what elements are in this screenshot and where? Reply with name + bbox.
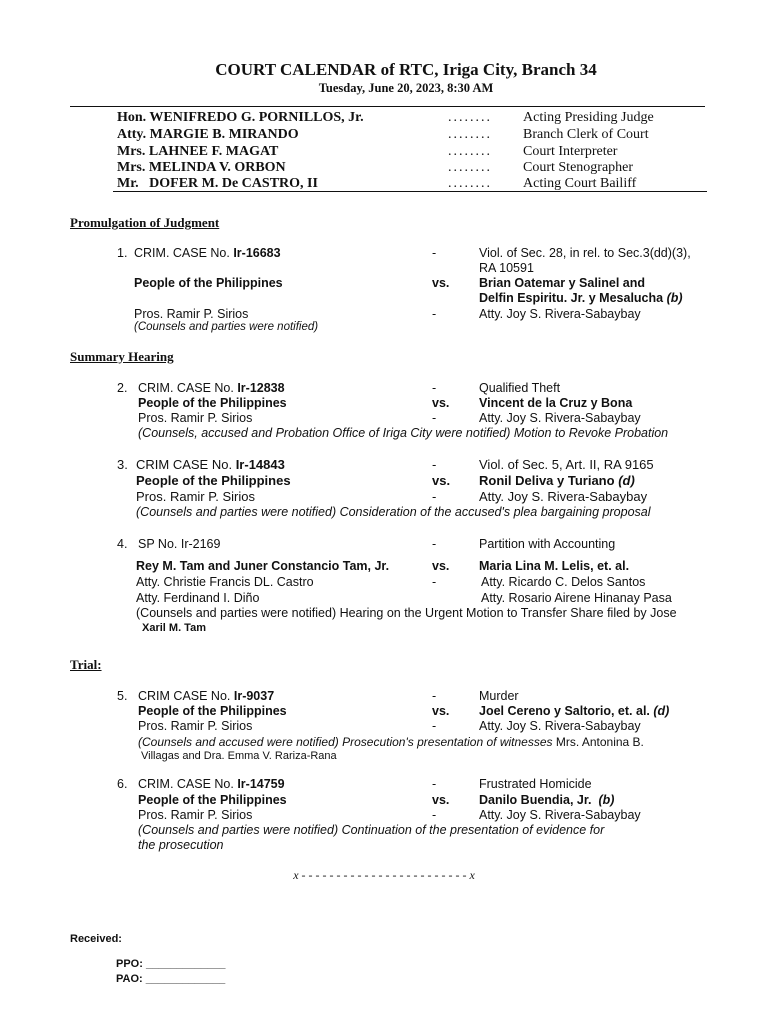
- case-docket: Ir-14843: [235, 457, 285, 472]
- versus: vs.: [432, 793, 450, 807]
- personnel-leader-dots: ........: [448, 127, 492, 142]
- case-prefix: CRIM. CASE No.: [138, 381, 238, 395]
- dash: -: [432, 246, 437, 260]
- case-offense: Qualified Theft: [479, 381, 561, 395]
- personnel-role: Branch Clerk of Court: [523, 127, 649, 142]
- personnel-leader-dots: ........: [448, 176, 492, 191]
- case-number: 2.: [117, 381, 128, 395]
- case-offense: Viol. of Sec. 28, in rel. to Sec.3(dd)(3),: [479, 246, 691, 260]
- plaintiff-counsel: Atty. Ferdinand I. Diño: [136, 591, 260, 605]
- personnel-rule: [113, 191, 707, 192]
- case-prefix: CRIM CASE No.: [136, 457, 236, 472]
- case-note-witnesses: Mrs. Antonina B.: [552, 735, 644, 749]
- page-title: COURT CALENDAR of RTC, Iriga City, Branch 34: [215, 60, 597, 79]
- case-docket: Ir-16683: [233, 246, 281, 260]
- personnel-leader-dots: ........: [448, 144, 492, 159]
- case-offense: Frustrated Homicide: [479, 777, 592, 791]
- case-offense-cont: RA 10591: [479, 261, 534, 275]
- accused: [479, 473, 635, 488]
- personnel-leader-dots: ........: [448, 110, 492, 125]
- plaintiff: People of the Philippines: [138, 704, 287, 718]
- personnel-name: Atty. MARGIE B. MIRANDO: [117, 127, 299, 142]
- accused-status-tag: (d): [618, 473, 635, 488]
- personnel-name: Mrs. MELINDA V. ORBON: [117, 160, 286, 175]
- accused-status-tag: (b): [598, 793, 615, 807]
- personnel-role: Acting Court Bailiff: [523, 176, 637, 191]
- accused: [479, 793, 614, 807]
- prosecutor: Pros. Ramir P. Sirios: [138, 808, 253, 822]
- case-note: (Counsels and parties were notified) Hearing on the Urgent Motion to Transfer Share filed by Jose: [136, 606, 677, 620]
- calendar-date: Tuesday, June 20, 2023, 8:30 AM: [318, 81, 494, 95]
- dash: -: [432, 719, 437, 733]
- prosecutor: Pros. Ramir P. Sirios: [138, 411, 253, 425]
- defense-counsel: Atty. Joy S. Rivera-Sabaybay: [479, 808, 641, 822]
- versus: vs.: [432, 276, 450, 290]
- section-heading-summary-hearing: Summary Hearing: [70, 349, 174, 364]
- case-offense: Viol. of Sec. 5, Art. II, RA 9165: [479, 457, 654, 472]
- accused-name: Danilo Buendia, Jr.: [479, 793, 599, 807]
- plaintiff: Rey M. Tam and Juner Constancio Tam, Jr.: [136, 559, 390, 573]
- dash: -: [432, 457, 437, 472]
- personnel-name: Hon. WENIFREDO G. PORNILLOS, Jr.: [117, 110, 364, 125]
- accused-name: Ronil Deliva y Turiano: [479, 473, 619, 488]
- dash: -: [432, 537, 437, 551]
- case-offense: Murder: [479, 689, 519, 703]
- accused-cont: [479, 291, 683, 305]
- dash: -: [432, 489, 437, 504]
- section-heading-trial: Trial:: [70, 657, 102, 672]
- case-number: 4.: [117, 537, 128, 551]
- personnel-role: Court Stenographer: [523, 160, 634, 175]
- versus: vs.: [432, 559, 450, 573]
- accused: Vincent de la Cruz y Bona: [479, 396, 633, 410]
- case-note-cont: Villagas and Dra. Emma V. Rariza-Rana: [141, 750, 337, 762]
- ppo-signature-line: PPO: _____________: [116, 958, 226, 970]
- dash: -: [432, 381, 437, 395]
- defense-counsel: Atty. Rosario Airene Hinanay Pasa: [481, 591, 672, 605]
- case-caption: [136, 457, 285, 472]
- dash: -: [432, 777, 437, 791]
- prosecutor: Pros. Ramir P. Sirios: [138, 719, 253, 733]
- accused-status-tag: (d): [653, 704, 670, 718]
- received-label: Received:: [70, 933, 122, 945]
- case-note: (Counsels and parties were notified): [134, 321, 319, 333]
- plaintiff-counsel: Atty. Christie Francis DL. Castro: [136, 575, 314, 589]
- versus: vs.: [432, 473, 451, 488]
- defense-counsel: Atty. Joy S. Rivera-Sabaybay: [479, 719, 641, 733]
- prosecutor: Pros. Ramir P. Sirios: [136, 489, 255, 504]
- case-docket: Ir-12838: [237, 381, 285, 395]
- case-prefix: CRIM CASE No.: [138, 689, 234, 703]
- accused-status-tag: (b): [666, 291, 683, 305]
- dash: -: [432, 411, 437, 425]
- personnel-name: Mrs. LAHNEE F. MAGAT: [117, 144, 279, 159]
- end-separator: x - - - - - - - - - - - - - - - - - - - - - - - - x: [293, 868, 475, 882]
- case-offense: Partition with Accounting: [479, 537, 616, 551]
- defense-counsel: Atty. Joy S. Rivera-Sabaybay: [479, 307, 641, 321]
- case-note-cont: the prosecution: [138, 838, 224, 852]
- dash: -: [432, 689, 437, 703]
- accused-name: Delfin Espiritu. Jr. y Mesalucha: [479, 291, 667, 305]
- case-caption: [134, 246, 281, 260]
- case-number: 3.: [117, 457, 128, 472]
- accused: [479, 704, 669, 718]
- case-docket: Ir-14759: [237, 777, 285, 791]
- personnel-leader-dots: ........: [448, 160, 492, 175]
- case-prefix: CRIM. CASE No.: [138, 777, 238, 791]
- defense-counsel: Atty. Joy S. Rivera-Sabaybay: [479, 411, 641, 425]
- accused: Brian Oatemar y Salinel and: [479, 276, 646, 290]
- case-caption: [138, 689, 274, 703]
- personnel-role: Court Interpreter: [523, 144, 618, 159]
- header-rule: [70, 106, 705, 107]
- versus: vs.: [432, 396, 450, 410]
- pao-signature-line: PAO: _____________: [116, 973, 226, 985]
- case-note: (Counsels and parties were notified) Continuation of the presentation of evidence for: [138, 823, 605, 837]
- case-note: (Counsels and parties were notified) Consideration of the accused's plea bargaining proposal: [136, 505, 651, 519]
- case-number: 6.: [117, 777, 128, 791]
- section-heading-promulgation: Promulgation of Judgment: [70, 215, 220, 230]
- case-note-cont: Xaril M. Tam: [142, 622, 206, 634]
- case-note: (Counsels, accused and Probation Office of Iriga City were notified) Motion to Revoke Probation: [138, 426, 669, 440]
- case-note-italic: (Counsels and accused were notified) Prosecution's presentation of witnesses: [138, 735, 553, 749]
- dash: -: [432, 307, 437, 321]
- dash: -: [432, 808, 437, 822]
- case-number: 5.: [117, 689, 128, 703]
- case-caption: [138, 777, 285, 791]
- dash: -: [432, 575, 437, 589]
- prosecutor: Pros. Ramir P. Sirios: [134, 307, 249, 321]
- case-prefix: CRIM. CASE No.: [134, 246, 234, 260]
- plaintiff: People of the Philippines: [138, 396, 287, 410]
- case-docket: Ir-9037: [233, 689, 275, 703]
- plaintiff: People of the Philippines: [134, 276, 283, 290]
- versus: vs.: [432, 704, 450, 718]
- personnel-name: Mr. DOFER M. De CASTRO, II: [117, 176, 318, 191]
- accused-name: Joel Cereno y Saltorio, et. al.: [479, 704, 654, 718]
- defense-counsel: Atty. Joy S. Rivera-Sabaybay: [479, 489, 648, 504]
- defense-counsel: Atty. Ricardo C. Delos Santos: [481, 575, 646, 589]
- case-caption: [138, 381, 285, 395]
- plaintiff: People of the Philippines: [138, 793, 287, 807]
- case-number: 1.: [117, 246, 128, 260]
- case-caption: SP No. Ir-2169: [138, 537, 221, 551]
- personnel-role: Acting Presiding Judge: [523, 110, 654, 125]
- accused: Maria Lina M. Lelis, et. al.: [479, 559, 630, 573]
- plaintiff: People of the Philippines: [136, 473, 291, 488]
- case-note: [138, 735, 644, 749]
